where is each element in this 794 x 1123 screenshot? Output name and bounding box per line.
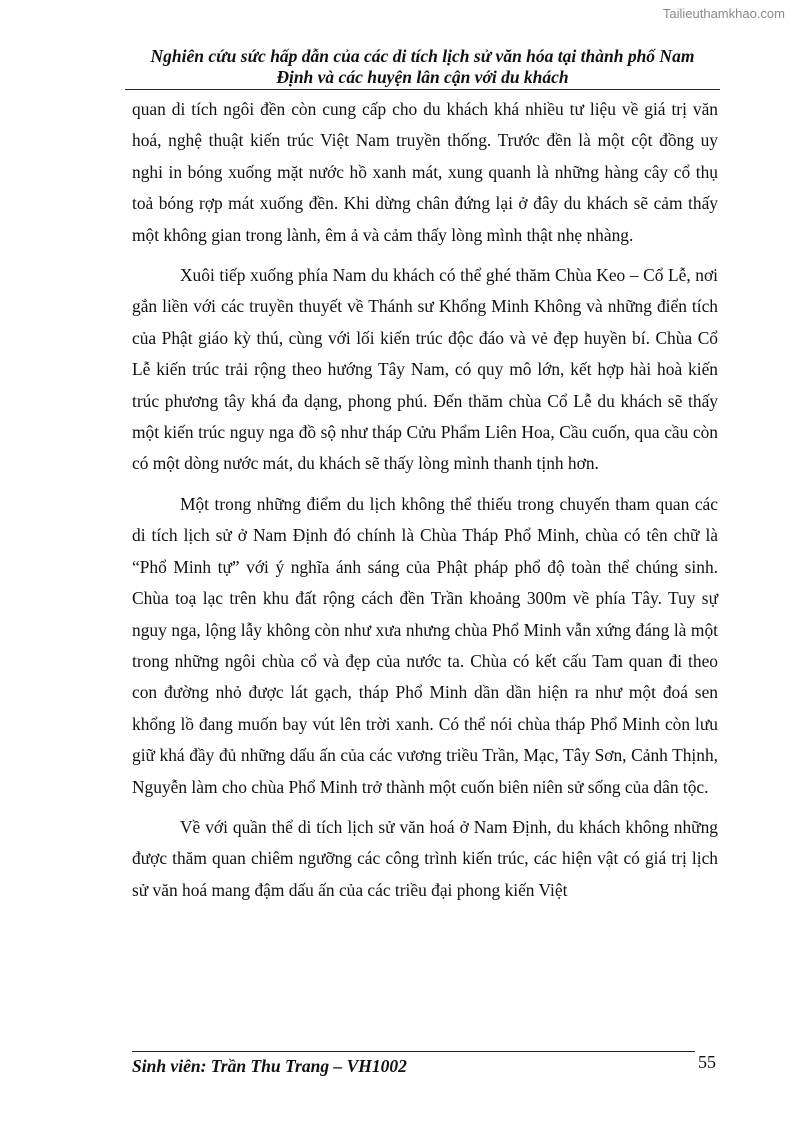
page-number: 55 — [698, 1052, 716, 1072]
body-text — [132, 94, 718, 915]
footer-student: Sinh viên: Trần Thu Trang – VH1002 — [132, 1056, 407, 1076]
header-line-1: Nghiên cứu sức hấp dẫn của các di tích lịch sử văn hóa tại thành phố Nam — [150, 46, 695, 66]
paragraph-2: Xuôi tiếp xuống phía Nam du khách có thể ghé thăm Chùa Keo – Cổ Lễ, nơi gắn liền với các truyền thuyết về Thánh sư Khổng Minh Không và những điển tích của Phật giáo kỳ thú, cùng với lối kiến trúc độc đáo và vẻ đẹp huyền bí. Chùa Cổ Lễ kiến trúc trải rộng theo hướng Tây Nam, có quy mô lớn, kết hợp hài hoà kiến trúc phương tây khá đa dạng, phong phú. Đến thăm chùa Cổ Lễ du khách sẽ thấy một kiến trúc nguy nga đồ sộ như tháp Cửu Phẩm Liên Hoa, Cầu cuốn, qua cầu còn có một dòng nước mát, du khách sẽ thấy lòng mình thanh tịnh hơn. — [132, 265, 718, 474]
footer-divider — [132, 1051, 695, 1052]
paragraph-3: Một trong những điểm du lịch không thể thiếu trong chuyến tham quan các di tích lịch sử ở Nam Định đó chính là Chùa Tháp Phổ Minh, chùa có tên chữ là “Phổ Minh tự” với ý nghĩa ánh sáng của Phật pháp phổ độ toàn thể chúng sinh. Chùa toạ lạc trên khu đất rộng cách đền Trần khoảng 300m về phía Tây. Tuy sự nguy nga, lộng lẫy không còn như xưa nhưng chùa Phổ Minh vẫn xứng đáng là một trong những ngôi chùa cổ và đẹp của nước ta. Chùa có kết cấu Tam quan đi theo con đường nhỏ được lát gạch, tháp Phổ Minh dần dần hiện ra như một đoá sen khổng lồ đang muốn bay vút lên trời xanh. Có thể nói chùa tháp Phổ Minh còn lưu giữ khá đầy đủ những dấu ấn của các vương triều Trần, Mạc, Tây Sơn, Cảnh Thịnh, Nguyễn làm cho chùa Phổ Minh trở thành một cuốn biên niên sử sống của dân tộc. — [132, 493, 718, 797]
header-line-2: Định và các huyện lân cận với du khách — [276, 67, 569, 87]
paragraph-4: Về với quần thể di tích lịch sử văn hoá ở Nam Định, du khách không những được thăm quan chiêm ngưỡng các công trình kiến trúc, các hiện vật có giá trị lịch sử văn hoá mang đậm dấu ấn của các triều đại phong kiến Việt — [132, 816, 718, 900]
running-header — [125, 46, 720, 90]
watermark: Tailieuthamkhao.com — [662, 6, 785, 21]
paragraph-1: quan di tích ngôi đền còn cung cấp cho du khách khá nhiều tư liệu về giá trị văn hoá, nghệ thuật kiến trúc Việt Nam truyền thống. Trước đền là một cột đồng uy nghi in bóng xuống mặt nước hồ xanh mát, xung quanh là những hàng cây cổ thụ toả bóng rợp mát xuống đền. Khi dừng chân đứng lại ở đây du khách sẽ cảm thấy một không gian trong lành, êm ả và cảm thấy lòng mình thật nhẹ nhàng. — [132, 99, 718, 245]
